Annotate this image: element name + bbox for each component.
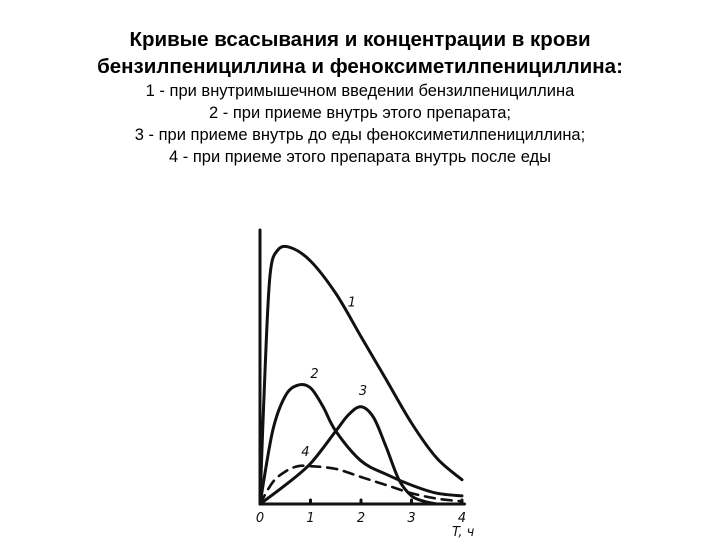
series-2-label: 2: [310, 366, 319, 382]
x-tick-label: 4: [457, 511, 467, 526]
series-1-line: [260, 246, 462, 504]
slide-text: [20, 26, 700, 168]
legend-line-3: 3 - при приеме внутрь до еды феноксиметилпенициллина;: [134, 126, 586, 144]
x-tick-label: 2: [356, 511, 366, 526]
legend-line-2: 2 - при приеме внутрь этого препарата;: [209, 104, 511, 122]
x-axis-label: T, ч: [452, 525, 475, 538]
legend-line-1: 1 - при внутримышечном введении бензилпенициллина: [145, 82, 575, 100]
legend-line-4: 4 - при приеме этого препарата внутрь после еды: [169, 148, 551, 166]
absorption-chart: [240, 222, 480, 538]
slide-title-line-2: бензилпенициллина и феноксиметилпенициллина:: [97, 55, 623, 78]
series-1-label: 1: [347, 295, 356, 311]
series-4-line: [260, 466, 462, 504]
series-2-line: [260, 384, 462, 504]
x-tick-label: 0: [255, 511, 265, 526]
series-3-label: 3: [358, 383, 368, 399]
x-tick-label: 1: [306, 511, 315, 526]
x-tick-label: 3: [407, 511, 416, 526]
slide-title-line-1: Кривые всасывания и концентрации в крови: [129, 28, 591, 51]
series-4-label: 4: [301, 445, 310, 461]
